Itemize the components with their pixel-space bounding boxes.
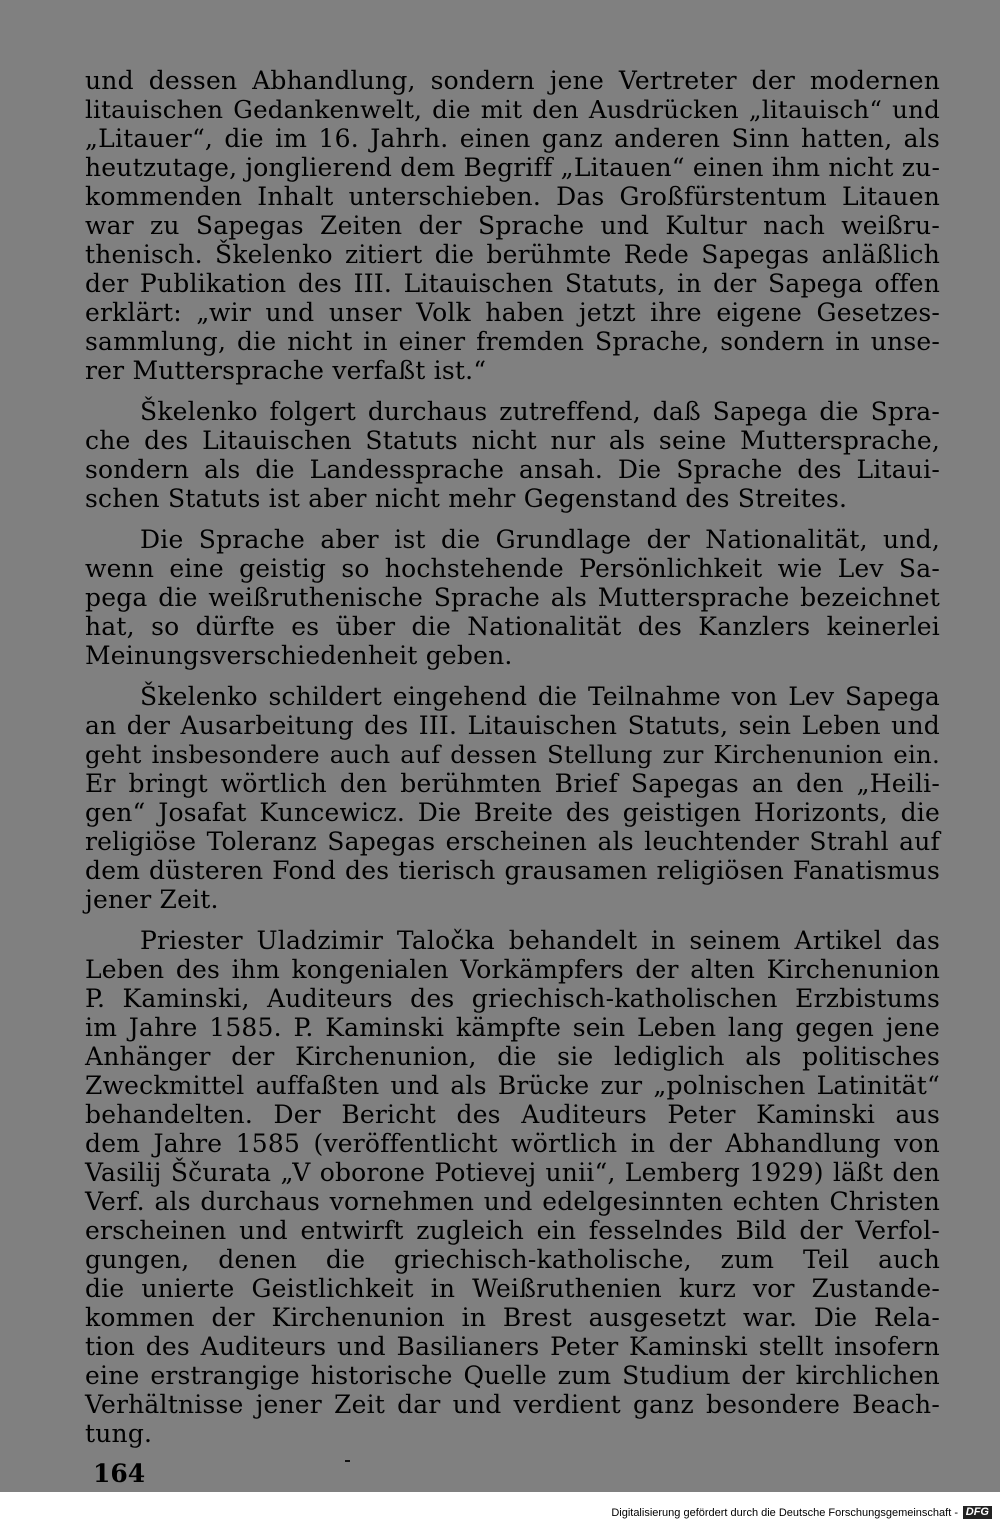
text-line: die unierte Geistlichkeit in Weißruthenien kurz vor Zustande- [85,1274,940,1303]
page-number: 164 [93,1459,146,1488]
print-mark [345,1460,350,1462]
paragraph-gap [85,513,940,525]
text-line: Leben des ihm kongenialen Vorkämpfers der alten Kirchenunion [85,955,940,984]
text-line: der Publikation des III. Litauischen Statuts, in der Sapega offen [85,269,940,298]
text-line: sammlung, die nicht in einer fremden Sprache, sondern in unse- [85,327,940,356]
text-line: Priester Uladzimir Taločka behandelt in seinem Artikel das [140,926,940,955]
text-line: tung. [85,1419,153,1448]
text-line: Er bringt wörtlich den berühmten Brief Sapegas an den „Heili- [85,769,940,798]
paragraph [85,397,940,513]
paragraph-gap [85,914,940,926]
footer-strip [0,1492,1000,1528]
text-line: eine erstrangige historische Quelle zum Studium der kirchlichen [85,1361,940,1390]
text-line: Vasilij Ščurata „V oborone Potievej unii“, Lemberg 1929) läßt den [85,1158,940,1187]
text-line: dem düsteren Fond des tierisch grausamen religiösen Fanatismus [85,856,940,885]
text-line: thenisch. Škelenko zitiert die berühmte Rede Sapegas anläßlich [85,240,940,269]
funding-credit: Digitalisierung gefördert durch die Deutsche Forschungsgemeinschaft - [611,1507,958,1519]
text-line: Verf. als durchaus vornehmen und edelgesinnten echten Christen [85,1187,940,1216]
text-line: kommen der Kirchenunion in Brest ausgesetzt war. Die Rela- [85,1303,940,1332]
text-line: und dessen Abhandlung, sondern jene Vertreter der modernen [85,66,940,95]
text-line: litauischen Gedankenwelt, die mit den Ausdrücken „litauisch“ und [85,95,940,124]
text-line: wenn eine geistig so hochstehende Persönlichkeit wie Lev Sa- [85,554,940,583]
text-line: gen“ Josafat Kuncewicz. Die Breite des geistigen Horizonts, die [85,798,940,827]
text-line: Die Sprache aber ist die Grundlage der Nationalität, und, [140,525,940,554]
paragraph-gap [85,385,940,397]
paragraph [85,682,940,914]
text-line: sondern als die Landessprache ansah. Die Sprache des Litaui- [85,455,940,484]
text-line: erscheinen und entwirft zugleich ein fesselndes Bild der Verfol- [85,1216,940,1245]
text-line: erklärt: „wir und unser Volk haben jetzt ihre eigene Gesetzes- [85,298,940,327]
text-line: Škelenko folgert durchaus zutreffend, daß Sapega die Spra- [140,397,940,426]
paragraph [85,926,940,1448]
text-line: P. Kaminski, Auditeurs des griechisch-katholischen Erzbistums [85,984,940,1013]
paragraph-gap [85,670,940,682]
text-line: geht insbesondere auch auf dessen Stellung zur Kirchenunion ein. [85,740,940,769]
text-line: behandelten. Der Bericht des Auditeurs Peter Kaminski aus [85,1100,940,1129]
text-line: „Litauer“, die im 16. Jahrh. einen ganz anderen Sinn hatten, als [85,124,940,153]
paragraph [85,66,940,385]
text-line: Verhältnisse jener Zeit dar und verdient ganz besondere Beach- [85,1390,940,1419]
text-line: war zu Sapegas Zeiten der Sprache und Kultur nach weißru- [85,211,940,240]
text-line: Zweckmittel auffaßten und als Brücke zur „polnischen Latinität“ [85,1071,940,1100]
text-line: che des Litauischen Statuts nicht nur als seine Muttersprache, [85,426,940,455]
dfg-logo: DFG [963,1506,992,1519]
text-line: jener Zeit. [85,885,219,914]
text-line: hat, so dürfte es über die Nationalität des Kanzlers keinerlei [85,612,940,641]
text-line: tion des Auditeurs und Basilianers Peter Kaminski stellt insofern [85,1332,940,1361]
text-line: heutzutage, jonglierend dem Begriff „Litauen“ einen ihm nicht zu- [85,153,941,182]
text-line: Škelenko schildert eingehend die Teilnahme von Lev Sapega [140,682,940,711]
text-line: an der Ausarbeitung des III. Litauischen Statuts, sein Leben und [85,711,940,740]
text-line: Anhänger der Kirchenunion, die sie lediglich als politisches [85,1042,940,1071]
text-line: kommenden Inhalt unterschieben. Das Großfürstentum Litauen [85,182,940,211]
text-line: dem Jahre 1585 (veröffentlicht wörtlich in der Abhandlung von [85,1129,940,1158]
text-line: Meinungsverschiedenheit geben. [85,641,513,670]
text-line: im Jahre 1585. P. Kaminski kämpfte sein Leben lang gegen jene [85,1013,940,1042]
text-line: rer Muttersprache verfaßt ist.“ [85,356,487,385]
text-line: religiöse Toleranz Sapegas erscheinen als leuchtender Strahl auf [85,827,940,856]
text-line: schen Statuts ist aber nicht mehr Gegenstand des Streites. [85,484,848,513]
document-page [85,66,940,1448]
text-line: gungen, denen die griechisch-katholische, zum Teil auch [85,1245,940,1274]
paragraph [85,525,940,670]
text-line: pega die weißruthenische Sprache als Muttersprache bezeichnet [85,583,940,612]
